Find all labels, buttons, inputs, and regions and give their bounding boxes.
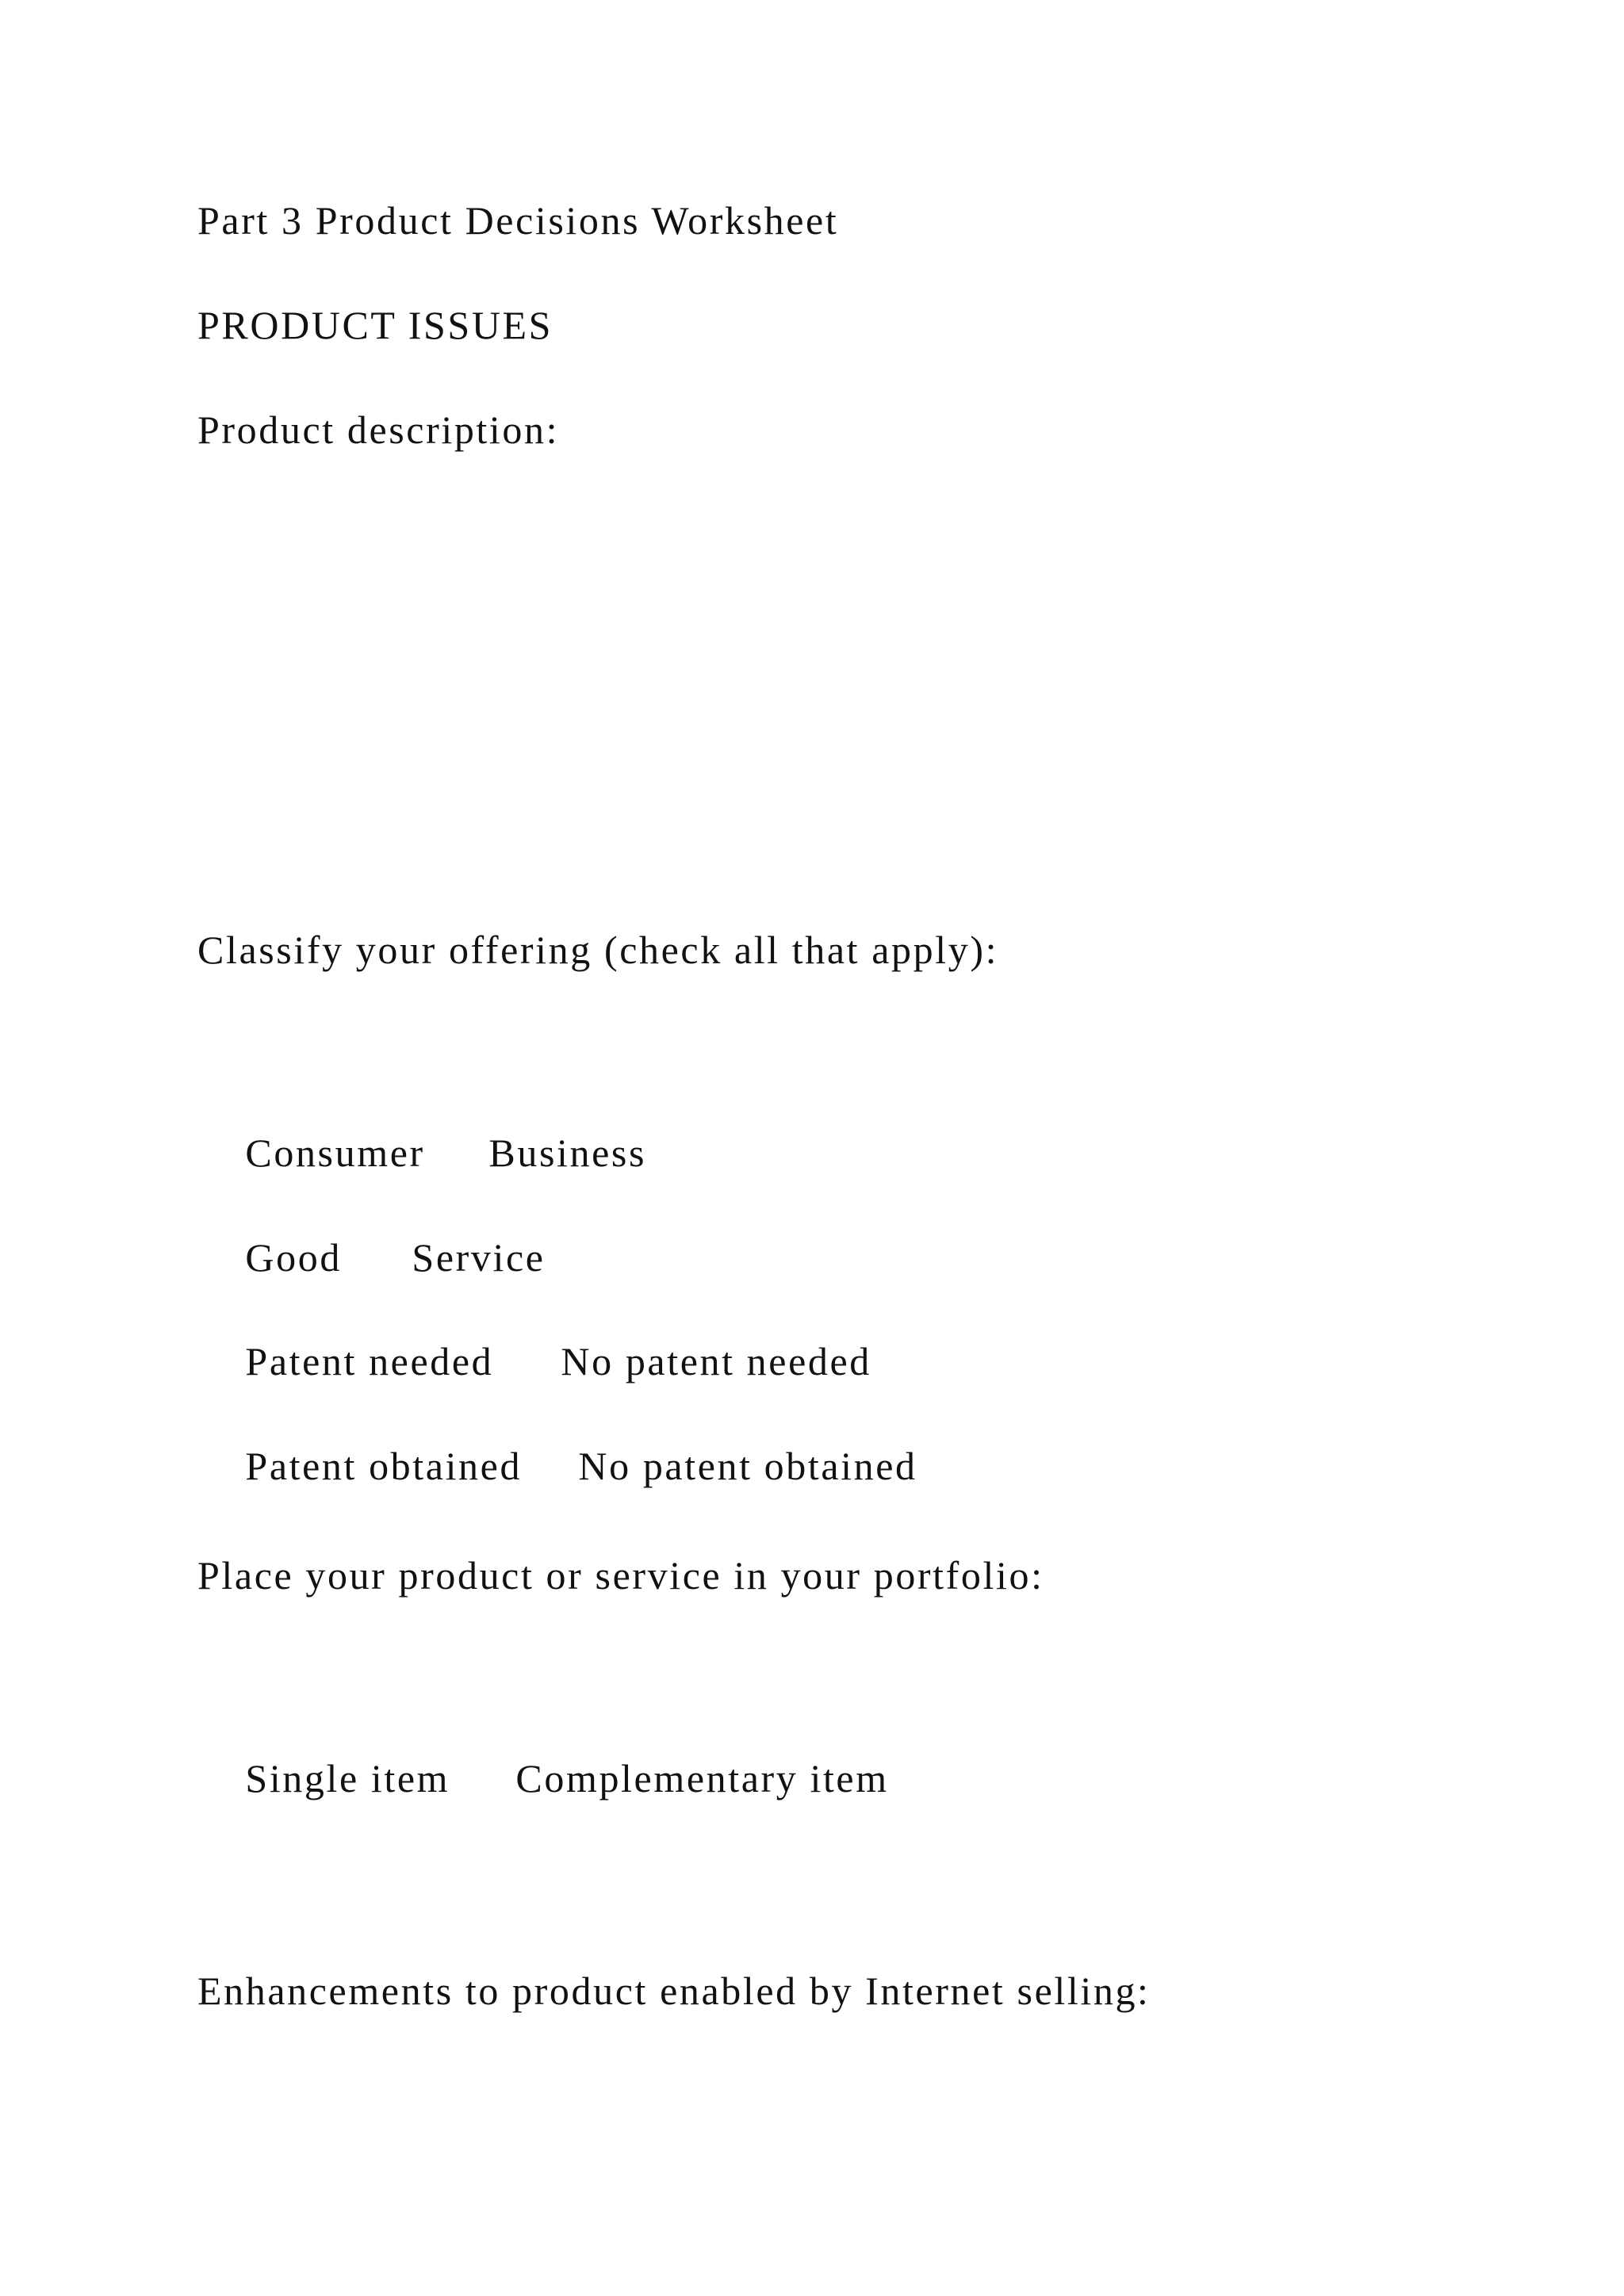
- product-description-label: Product description:: [197, 408, 560, 452]
- classification-row-patent-obtained: [197, 1395, 917, 1537]
- option-no-patent-needed[interactable]: No patent needed: [561, 1339, 871, 1383]
- option-patent-needed[interactable]: Patent needed: [245, 1339, 494, 1383]
- portfolio-row: [197, 1707, 889, 1850]
- classify-offering-prompt: Classify your offering (check all that apply):: [197, 928, 999, 972]
- option-complementary-item[interactable]: Complementary item: [515, 1756, 889, 1800]
- worksheet-title: Part 3 Product Decisions Worksheet: [197, 198, 839, 243]
- option-single-item[interactable]: Single item: [245, 1756, 450, 1800]
- option-business[interactable]: Business: [488, 1131, 647, 1175]
- option-good[interactable]: Good: [245, 1235, 342, 1280]
- option-no-patent-obtained[interactable]: No patent obtained: [578, 1444, 917, 1488]
- portfolio-prompt: Place your product or service in your portfolio:: [197, 1553, 1044, 1598]
- option-patent-obtained[interactable]: Patent obtained: [245, 1444, 523, 1488]
- enhancements-label: Enhancements to product enabled by Internet selling:: [197, 1969, 1151, 2013]
- option-service[interactable]: Service: [412, 1235, 546, 1280]
- option-consumer[interactable]: Consumer: [245, 1131, 425, 1175]
- section-heading-product-issues: PRODUCT ISSUES: [197, 303, 553, 347]
